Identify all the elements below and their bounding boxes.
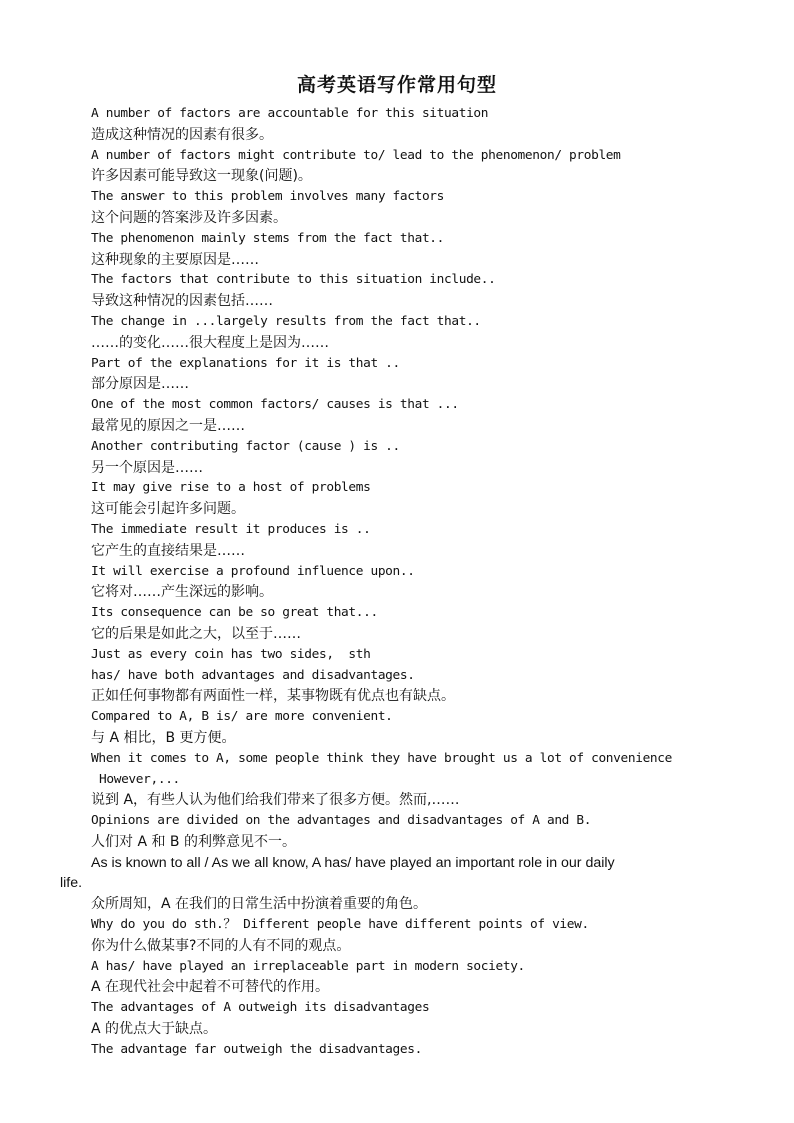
chinese-translation: 许多因素可能导致这一现象(问题)。 [91,168,312,185]
chinese-translation: 它将对……产生深远的影响。 [91,584,273,601]
sentence-list [0,104,794,1061]
english-sentence: A number of factors might contribute to/ lead to the phenomenon/ problem [91,147,621,163]
chinese-translation: 造成这种情况的因素有很多。 [91,126,273,143]
chinese-translation: 导致这种情况的因素包括…… [91,293,273,310]
chinese-translation: 另一个原因是…… [91,459,203,476]
chinese-translation: 众所周知，A 在我们的日常生活中扮演着重要的角色。 [91,896,428,913]
english-sentence: The change in ...largely results from the fact that.. [91,313,481,329]
english-sentence: A number of factors are accountable for this situation [91,106,489,121]
english-sentence: Opinions are divided on the advantages and disadvantages of A and B. [91,813,592,829]
english-sentence: A has/ have played an irreplaceable part in modern society. [91,958,525,974]
chinese-translation: A 的优点大于缺点。 [91,1021,218,1038]
english-sentence: When it comes to A, some people think they have brought us a lot of convenience [91,750,672,766]
chinese-translation: ……的变化……很大程度上是因为…… [91,334,329,351]
english-sentence: Compared to A, B is/ are more convenient. [91,709,393,725]
english-sentence: The answer to this problem involves many factors [91,189,445,205]
chinese-translation: 你为什么做某事?不同的人有不同的观点。 [91,937,351,954]
english-sentence: Why do you do sth.？ Different people have different points of view. [91,917,589,933]
english-sentence: Just as every coin has two sides, sth [91,646,371,662]
english-sentence: The immediate result it produces is .. [91,521,371,537]
chinese-translation: 这种现象的主要原因是…… [91,251,259,268]
chinese-translation: 人们对 A 和 B 的利弊意见不一。 [91,833,296,850]
chinese-translation: 说到 A，有些人认为他们给我们带来了很多方便。然而,…… [91,792,460,809]
english-sentence-continued: life. [60,875,83,892]
chinese-translation: 这可能会引起许多问题。 [91,501,245,518]
english-sentence: The phenomenon mainly stems from the fact that.. [91,230,445,246]
chinese-translation: 最常见的原因之一是…… [91,417,245,434]
chinese-translation: A 在现代社会中起着不可替代的作用。 [91,979,330,996]
english-sentence: The factors that contribute to this situation include.. [91,272,496,288]
chinese-translation: 这个问题的答案涉及许多因素。 [91,209,287,226]
english-sentence: Another contributing factor (cause ) is .. [91,438,400,454]
english-sentence: As is known to all / As we all know, A has/ have played an important role in our daily [91,854,615,871]
english-sentence: The advantages of A outweigh its disadvantages [91,1000,430,1016]
english-sentence-continued: However,... [99,771,180,787]
english-sentence: The advantage far outweigh the disadvantages. [91,1041,422,1057]
english-sentence: Its consequence can be so great that... [91,605,378,621]
chinese-translation: 部分原因是…… [91,376,189,393]
chinese-translation: 它产生的直接结果是…… [91,542,245,559]
chinese-translation: 它的后果是如此之大，以至于…… [91,625,301,642]
english-sentence: Part of the explanations for it is that .. [91,355,400,371]
page-title: 高考英语写作常用句型 [296,74,497,96]
english-sentence: One of the most common factors/ causes is that ... [91,397,459,413]
english-sentence-continued: has/ have both advantages and disadvantages. [91,667,415,683]
chinese-translation: 正如任何事物都有两面性一样，某事物既有优点也有缺点。 [91,688,455,705]
english-sentence: It may give rise to a host of problems [91,480,371,496]
english-sentence: It will exercise a profound influence upon.. [91,563,415,579]
chinese-translation: 与 A 相比，B 更方便。 [91,729,236,746]
